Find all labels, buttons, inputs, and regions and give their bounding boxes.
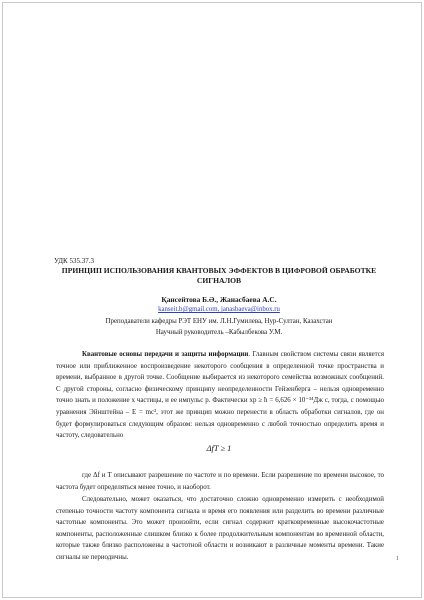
paragraph-lead: Квантовые основы передачи и защиты информации [82,351,249,358]
page-number: 1 [396,556,399,562]
formula: ΔfT ≥ 1 [206,444,232,453]
supervisor-line: Научный руководитель –Кабылбекова У.М. [155,329,283,336]
paragraph-consequence: Следовательно, может оказаться, что достаточно сложно одновременно измерить с необходимой степенью точности частоту компонента сигнала и время его появления или разделить во времени различные частотные компоненты. Это может произойти, если сигнал содержит кратковременные высокочастотные компоненты, расположенные слишком близко к более продолжительным компонентам во временной области, которые также близко расположены в частотной области и возникают в различные моменты времени. Такие сигналы не периодичны. [56,496,384,561]
paragraph-intro [56,349,384,442]
author-emails[interactable]: kanseit.b@gmail.com, janasbaeva@inbox.ru [158,306,280,313]
authors: Қансейтова Б.Ә., Жанасбаева А.С. [161,295,277,304]
affiliation-line: Преподаватели кафедры РЭТ ЕНУ им. Л.Н.Гумилева, Нур-Султан, Казахстан [105,318,333,325]
paragraph-resolution: где Δf и T описывают разрешение по частоте и по времени. Если разрешение по времени высокое, то частота будет определяться менее точно, и наоборот. [56,472,384,491]
udk-code: УДК 535.37.3 [54,257,94,265]
affiliation [60,316,378,338]
paper-title: ПРИНЦИП ИСПОЛЬЗОВАНИЯ КВАНТОВЫХ ЭФФЕКТОВ В ЦИФРОВОЙ ОБРАБОТКЕ СИГНАЛОВ [61,266,377,285]
paragraph-intro-text: . Главным свойством системы связи является точное или приближенное воспроизведение некоторого сообщения в определенной точке пространства и времени, выбранное в другой точке. Сообщение выбирается из некоторого семейства возможных сообщений. С другой стороны, согласно физическому принципу неопределенности Гейзенберга – нельзя одновременно точно знать и положение x частицы, и ее импульс p. Фактически xp ≥ ħ = 6,626 × 10⁻³⁴Дж с, тогда, с помощью уравнения Эйнштейна – E = mc², этот же принцип можно перенести в область обработки сигналов, где он будет формулироваться следующим образом: нельзя одновременно с любой точностью определить время и частоту, следовательно [56,351,384,440]
